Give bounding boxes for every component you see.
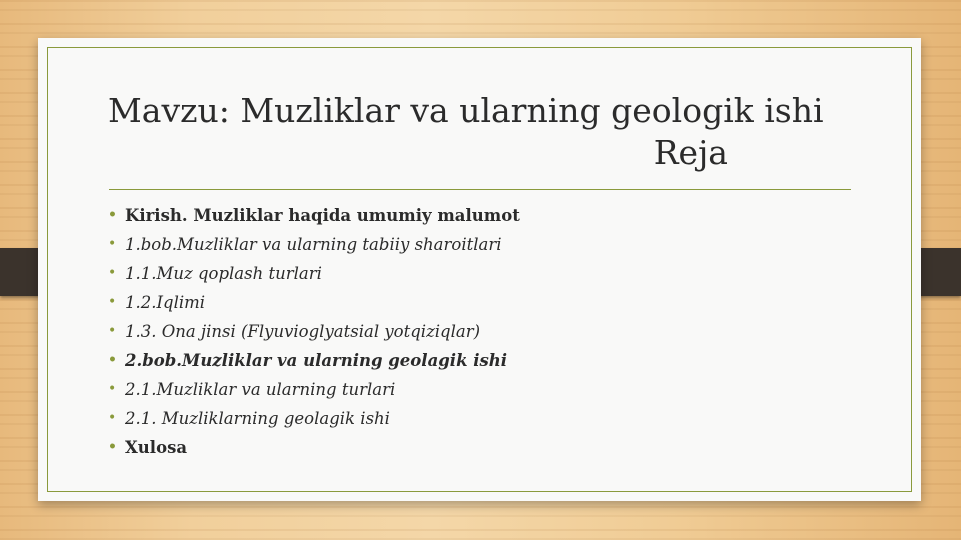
bullet-icon: •	[108, 294, 117, 310]
slide-title	[108, 90, 863, 174]
list-item: • 1.bob.Muzliklar va ularning tabiiy sharoitlari	[108, 235, 502, 254]
outline-list	[108, 204, 520, 465]
bullet-icon: •	[108, 410, 117, 426]
bullet-icon: •	[108, 236, 117, 252]
list-item: • 1.1.Muz qoplash turlari	[108, 264, 322, 283]
slide-title-line2: Reja	[653, 133, 728, 172]
list-item: • 1.3. Ona jinsi (Flyuvioglyatsial yotqiziqlar)	[108, 322, 481, 341]
bullet-icon: •	[108, 381, 117, 397]
list-item: • 2.1. Muzliklarning geolagik ishi	[108, 409, 390, 428]
list-item: • 2.bob.Muzliklar va ularning geolagik ishi	[108, 351, 508, 370]
list-item: • 2.1.Muzliklar va ularning turlari	[108, 380, 396, 399]
title-divider	[109, 189, 851, 190]
bullet-icon: •	[108, 352, 117, 368]
list-item: • Xulosa	[108, 438, 188, 457]
slide-card	[38, 38, 921, 501]
list-item: • 1.2.Iqlimi	[108, 293, 206, 312]
bullet-icon: •	[108, 439, 117, 455]
bullet-icon: •	[108, 323, 117, 339]
list-item: • Kirish. Muzliklar haqida umumiy malumot	[108, 206, 520, 225]
bullet-icon: •	[108, 265, 117, 281]
slide-title-line1: Mavzu: Muzliklar va ularning geologik ishi	[108, 91, 824, 130]
bullet-icon: •	[108, 207, 117, 223]
